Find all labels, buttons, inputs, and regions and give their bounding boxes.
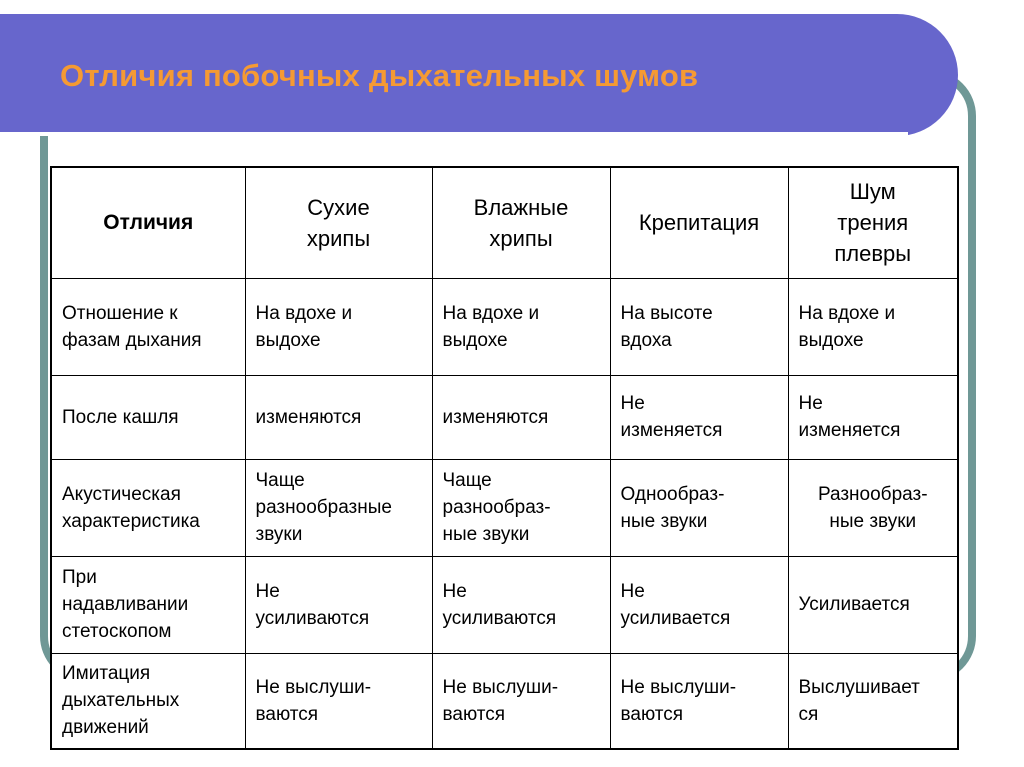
table-cell: Чаще разнообраз- ные звуки [432, 459, 610, 556]
table-cell: Усиливается [788, 556, 958, 653]
row-label: При надавливании стетоскопом [51, 556, 245, 653]
table-row [51, 556, 958, 653]
title-underline [0, 132, 908, 136]
table-cell: На вдохе и выдохе [788, 278, 958, 375]
table-cell: изменяются [245, 375, 432, 459]
slide-title: Отличия побочных дыхательных шумов [60, 58, 699, 93]
table-cell: Не выслуши- ваются [245, 653, 432, 749]
comparison-table [50, 166, 959, 750]
header-cell: Отличия [51, 167, 245, 278]
table-cell: Не усиливается [610, 556, 788, 653]
header-cell: Шум трения плевры [788, 167, 958, 278]
header-cell: Крепитация [610, 167, 788, 278]
table-cell: На высоте вдоха [610, 278, 788, 375]
row-label: После кашля [51, 375, 245, 459]
table-cell: Не изменяется [788, 375, 958, 459]
table-header-row [51, 167, 958, 278]
table-row [51, 278, 958, 375]
table-cell: Не выслуши- ваются [610, 653, 788, 749]
table-cell: На вдохе и выдохе [432, 278, 610, 375]
table-cell: На вдохе и выдохе [245, 278, 432, 375]
table-cell: Выслушивает ся [788, 653, 958, 749]
table-cell: Не изменяется [610, 375, 788, 459]
table-row [51, 459, 958, 556]
table-row [51, 375, 958, 459]
header-cell: Влажные хрипы [432, 167, 610, 278]
table-cell: Однообраз- ные звуки [610, 459, 788, 556]
row-label: Акустическая характеристика [51, 459, 245, 556]
row-label: Имитация дыхательных движений [51, 653, 245, 749]
table-cell: Разнообраз- ные звуки [788, 459, 958, 556]
row-label: Отношение к фазам дыхания [51, 278, 245, 375]
table-cell: Чаще разнообразные звуки [245, 459, 432, 556]
table-cell: Не выслуши- ваются [432, 653, 610, 749]
table-cell: Не усиливаются [245, 556, 432, 653]
table-cell: Не усиливаются [432, 556, 610, 653]
header-cell: Сухие хрипы [245, 167, 432, 278]
table-cell: изменяются [432, 375, 610, 459]
table-row [51, 653, 958, 749]
